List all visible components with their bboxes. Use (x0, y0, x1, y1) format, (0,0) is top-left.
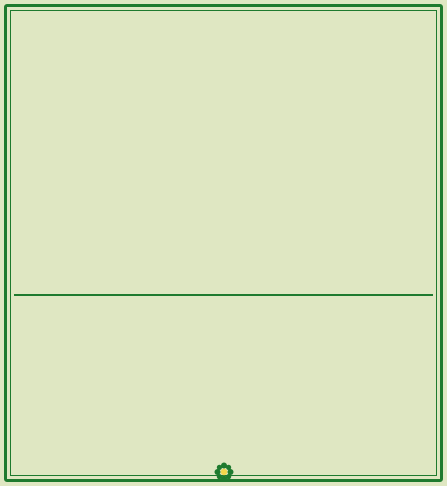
section-divider (14, 294, 433, 296)
body-paragraph (16, 14, 431, 314)
flower-ornament-icon (214, 462, 234, 482)
hadith-section (16, 300, 431, 450)
